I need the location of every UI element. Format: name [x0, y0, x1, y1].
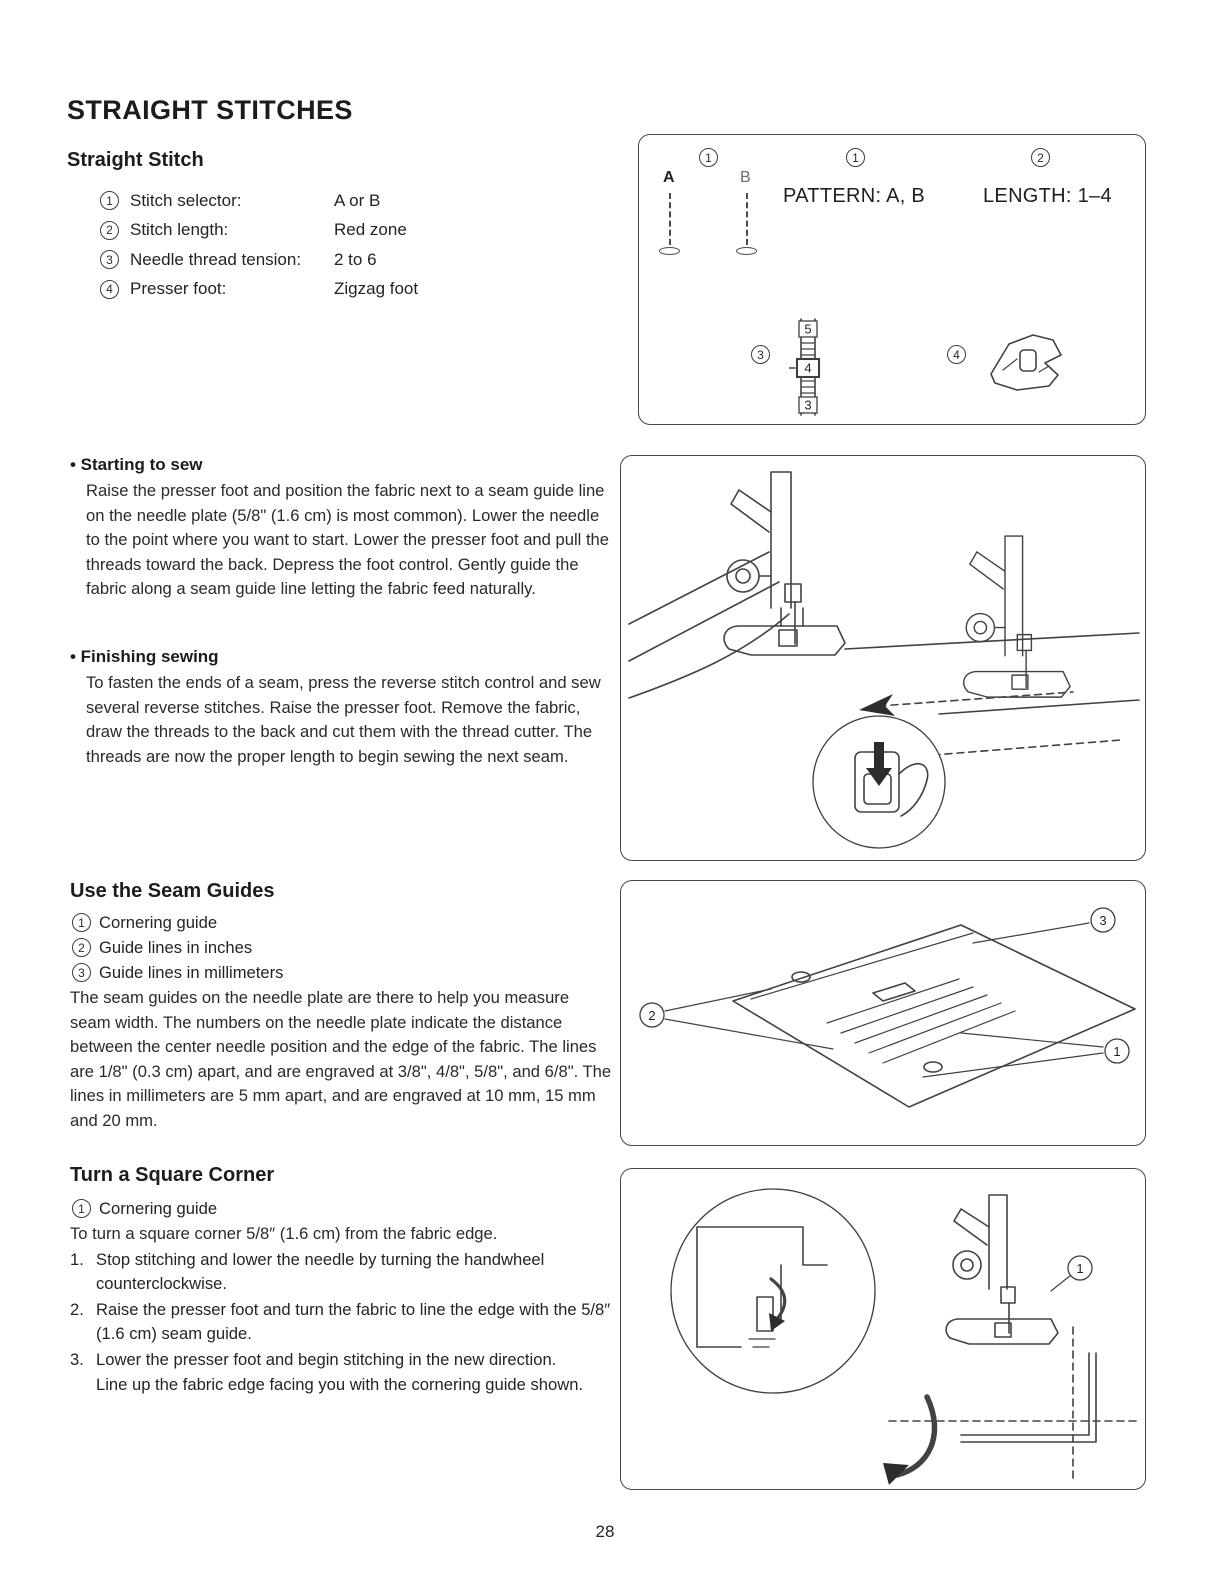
- circled-number-icon: 2: [72, 938, 91, 957]
- step-number: 1.: [70, 1250, 84, 1269]
- needle-plate-illustration: [621, 881, 1143, 1143]
- pattern-setting-text: PATTERN: A, B: [783, 185, 926, 207]
- tension-dial-illustration: [789, 317, 825, 417]
- step-item: [70, 1348, 617, 1372]
- heading-starting-to-sew: • Starting to sew: [70, 455, 203, 474]
- guide-list-item: [72, 1196, 217, 1221]
- step-number: 3.: [70, 1349, 84, 1369]
- stitch-pattern-a-base: [659, 247, 680, 255]
- machine-illustration: [621, 456, 1143, 858]
- heading-seam-guides: Use the Seam Guides: [70, 880, 275, 902]
- figure-callout: 1: [1113, 1044, 1121, 1059]
- square-corner-intro: To turn a square corner 5/8″ (1.6 cm) from the fabric edge.: [70, 1224, 498, 1243]
- guide-list-item: [72, 960, 612, 985]
- pattern-a-label: A: [663, 169, 675, 186]
- seam-guides-text: The seam guides on the needle plate are there to help you measure seam width. The numbers on the needle plate indicate the distance between the center needle position and the edge of the fabric. The lines are 1/8" (0.3 cm) apart, and are engraved at 3/8", 4/8", 5/8", and 6/8". The lines in millimeters are 5 mm apart, and are engraved at 10 mm, 15 mm and 20 mm.: [70, 988, 612, 1130]
- figure-callout: 1: [699, 148, 718, 167]
- figure-stitch-settings: [638, 134, 1146, 425]
- setting-label: Needle thread tension:: [130, 249, 302, 269]
- circled-number-icon: 3: [100, 250, 119, 269]
- setting-row: [100, 245, 620, 275]
- seam-guides-list: [72, 910, 612, 985]
- stitch-settings-list: [100, 186, 620, 304]
- step-text: Raise the presser foot and turn the fabric to line the edge with the 5/8″ (1.6 cm) seam guide.: [96, 1299, 611, 1344]
- figure-needle-plate: [620, 880, 1146, 1146]
- step-item: [70, 1298, 617, 1347]
- guide-list-item: [72, 910, 612, 935]
- pattern-b-label: B: [740, 169, 751, 186]
- setting-value: A or B: [334, 190, 381, 210]
- step-note: [70, 1373, 617, 1397]
- stitch-pattern-a-glyph: [669, 193, 671, 245]
- finishing-sewing-text: To fasten the ends of a seam, press the reverse stitch control and sew several reverse stitches. Raise the presser foot. Remove the fabric, draw the threads to the back and cut them with the thread cutter. The threads are now the proper length to begin sewing the next seam.: [86, 673, 601, 766]
- setting-value: Zigzag foot: [334, 279, 419, 299]
- setting-row: [100, 216, 620, 246]
- figure-callout: 2: [1031, 148, 1050, 167]
- circled-number-icon: 3: [72, 963, 91, 982]
- figure-callout: 1: [846, 148, 865, 167]
- starting-to-sew-text: Raise the presser foot and position the fabric next to a seam guide line on the needle plate (5/8" (1.6 cm) is most common). Lower the needle to the point where you want to start. Lower the presser foot and pull the threads toward the back. Depress the foot control. Gently guide the fabric along a seam guide line letting the fabric feed naturally.: [86, 481, 610, 599]
- setting-label: Presser foot:: [130, 279, 227, 299]
- heading-straight-stitch: Straight Stitch: [67, 149, 204, 171]
- stitch-pattern-b-glyph: [746, 193, 748, 245]
- svg-text:5: 5: [804, 321, 812, 337]
- setting-row: [100, 275, 620, 305]
- setting-label: Stitch selector:: [130, 190, 242, 210]
- corner-turn-illustration: [621, 1169, 1143, 1487]
- figure-square-corner: [620, 1168, 1146, 1490]
- circled-number-icon: 4: [100, 280, 119, 299]
- figure-callout: 2: [648, 1008, 656, 1023]
- step-number: 2.: [70, 1299, 84, 1319]
- guide-label: Cornering guide: [99, 912, 218, 932]
- length-setting-text: LENGTH: 1–4: [983, 185, 1112, 207]
- corner-guide-list: [72, 1196, 217, 1221]
- figure-callout: 3: [1099, 913, 1107, 928]
- setting-value: 2 to 6: [334, 249, 377, 269]
- circled-number-icon: 1: [72, 1199, 91, 1218]
- figure-callout: 4: [947, 345, 966, 364]
- figure-callout: 1: [1076, 1261, 1084, 1276]
- heading-finishing-sewing: • Finishing sewing: [70, 647, 219, 666]
- setting-label: Stitch length:: [130, 220, 229, 240]
- note-text: Line up the fabric edge facing you with the cornering guide shown.: [96, 1375, 584, 1395]
- square-corner-steps: [70, 1248, 617, 1398]
- svg-text:3: 3: [804, 397, 812, 413]
- step-text: Stop stitching and lower the needle by turning the handwheel counterclockwise.: [96, 1250, 545, 1294]
- guide-list-item: [72, 935, 612, 960]
- figure-callout: 3: [751, 345, 770, 364]
- heading-square-corner: Turn a Square Corner: [70, 1164, 275, 1186]
- guide-label: Guide lines in inches: [99, 937, 253, 957]
- guide-label: Cornering guide: [99, 1198, 218, 1218]
- setting-row: [100, 186, 620, 216]
- circled-number-icon: 1: [72, 913, 91, 932]
- figure-starting-finishing: [620, 455, 1146, 861]
- stitch-pattern-b-base: [736, 247, 757, 255]
- circled-number-icon: 1: [100, 191, 119, 210]
- setting-value: Red zone: [334, 220, 407, 240]
- page-title: STRAIGHT STITCHES: [67, 95, 353, 125]
- page-number: 28: [595, 1522, 615, 1541]
- zigzag-foot-illustration: [979, 328, 1075, 400]
- svg-text:4: 4: [804, 360, 812, 376]
- step-item: [70, 1248, 617, 1297]
- guide-label: Guide lines in millimeters: [99, 962, 284, 982]
- circled-number-icon: 2: [100, 221, 119, 240]
- step-text: Lower the presser foot and begin stitching in the new direction.: [96, 1349, 557, 1369]
